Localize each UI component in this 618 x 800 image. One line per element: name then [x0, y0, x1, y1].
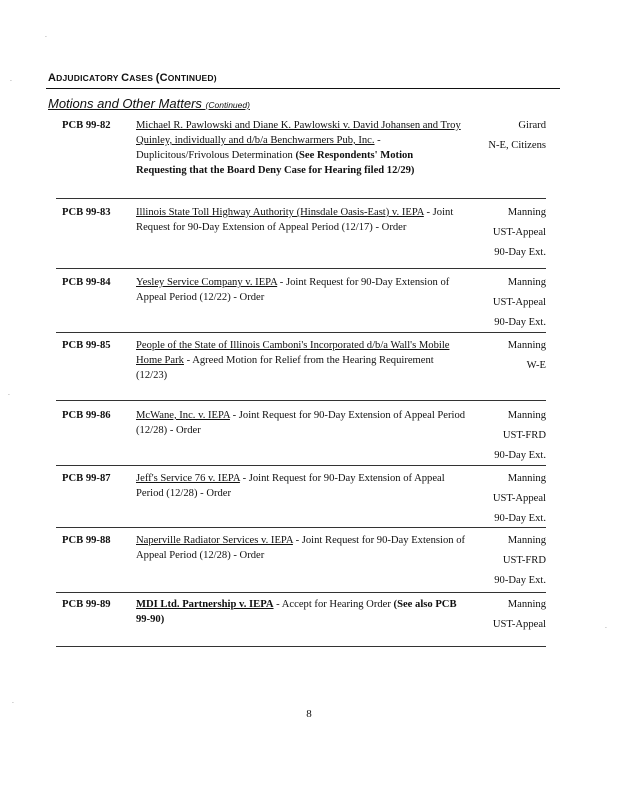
case-title: Naperville Radiator Services v. IEPA	[136, 535, 293, 546]
case-type: UST-Appeal	[492, 493, 546, 504]
subheader-text: Motions and Other Matters	[48, 96, 206, 111]
case-extension: 90-Day Ext.	[494, 247, 546, 258]
case-description	[136, 118, 466, 178]
case-extension: 90-Day Ext.	[494, 513, 546, 524]
case-type: UST-Appeal	[492, 619, 546, 630]
case-description	[136, 205, 466, 235]
case-board-member: Girard	[518, 120, 546, 131]
case-extension: 90-Day Ext.	[494, 450, 546, 461]
case-title: Michael R. Pawlowski and Diane K. Pawlowski v. David Johansen and Troy Quinley, individually and d/b/a Benchwarmers Pub, Inc.	[136, 120, 461, 146]
case-bold-note: (See also PCB 99-90)	[136, 599, 457, 625]
case-action: - Joint Request for 90-Day Extension of Appeal Period (12/28) - Order	[136, 535, 466, 561]
case-separator	[56, 527, 546, 528]
case-board-member: Manning	[507, 535, 546, 546]
case-action: - Joint Request for 90-Day Extension of Appeal Period (12/22) - Order	[136, 277, 450, 303]
case-title: Yesley Service Company v. IEPA	[136, 277, 278, 288]
case-number: PCB 99-86	[62, 410, 111, 421]
case-type: N-E, Citizens	[488, 140, 546, 151]
header-cont-open: (C	[155, 72, 168, 84]
case-title: Jeff's Service 76 v. IEPA	[136, 473, 240, 484]
case-separator	[56, 198, 546, 199]
case-number: PCB 99-84	[62, 277, 111, 288]
case-board-member: Manning	[507, 340, 546, 351]
case-bold-note: (See Respondents' Motion Requesting that the Board Deny Case for Hearing filed 12/29)	[136, 150, 415, 176]
case-type: W-E	[526, 360, 546, 371]
case-title: Illinois State Toll Highway Authority (Hinsdale Oasis-East) v. IEPA	[136, 207, 424, 218]
case-action: - Agreed Motion for Relief from the Hearing Requirement (12/23)	[136, 355, 434, 381]
case-separator	[56, 332, 546, 333]
case-description	[136, 275, 466, 305]
scan-speck: ·	[605, 625, 607, 632]
case-description	[136, 533, 466, 563]
scan-speck: ·	[8, 392, 10, 399]
section-subheader	[48, 96, 250, 111]
section-header	[48, 72, 558, 84]
case-separator	[56, 400, 546, 401]
header-word-1: DJUDICATORY	[56, 73, 122, 83]
case-board-member: Manning	[507, 207, 546, 218]
case-number: PCB 99-83	[62, 207, 111, 218]
case-board-member: Manning	[507, 277, 546, 288]
case-description	[136, 471, 466, 501]
case-side-info	[456, 338, 546, 376]
case-side-info	[456, 118, 546, 156]
case-type: UST-Appeal	[492, 227, 546, 238]
case-board-member: Manning	[507, 410, 546, 421]
case-description	[136, 408, 466, 438]
case-action: - Joint Request for 90-Day Extension of Appeal Period (12/28) - Order	[136, 473, 445, 499]
case-action: - Joint Request for 90-Day Extension of Appeal Period (12/28) - Order	[136, 410, 466, 436]
case-side-info	[456, 471, 546, 529]
case-number: PCB 99-87	[62, 473, 111, 484]
scan-speck: ·	[12, 700, 14, 707]
case-board-member: Manning	[507, 473, 546, 484]
case-description	[136, 597, 466, 627]
subheader-continued: (Continued)	[205, 100, 250, 110]
scan-speck: ·	[10, 78, 12, 85]
case-separator	[56, 465, 546, 466]
case-separator	[56, 592, 546, 593]
scan-speck: ·	[45, 34, 47, 41]
case-number: PCB 99-82	[62, 120, 111, 131]
case-side-info	[456, 597, 546, 635]
case-board-member: Manning	[507, 599, 546, 610]
header-cont-rest: ONTINUED)	[167, 73, 217, 83]
case-number: PCB 99-85	[62, 340, 111, 351]
case-type: UST-FRD	[502, 430, 546, 441]
case-action: - Duplicitous/Frivolous Determination	[136, 135, 381, 161]
case-extension: 90-Day Ext.	[494, 317, 546, 328]
case-action: - Accept for Hearing Order	[273, 599, 394, 610]
case-action: - Joint Request for 90-Day Extension of Appeal Period (12/17) - Order	[136, 207, 454, 233]
header-letter-c: C	[121, 72, 130, 84]
case-extension: 90-Day Ext.	[494, 575, 546, 586]
case-title: McWane, Inc. v. IEPA	[136, 410, 230, 421]
case-side-info	[456, 533, 546, 591]
case-title: MDI Ltd. Partnership v. IEPA	[136, 599, 274, 610]
case-separator	[56, 646, 546, 647]
page-number: 8	[306, 708, 312, 720]
case-number: PCB 99-88	[62, 535, 111, 546]
case-title: People of the State of Illinois Camboni's Incorporated d/b/a Wall's Mobile Home Park	[136, 340, 450, 366]
case-description	[136, 338, 466, 383]
header-word-2: ASES	[129, 73, 156, 83]
case-side-info	[456, 275, 546, 333]
case-number: PCB 99-89	[62, 599, 111, 610]
header-rule	[46, 88, 560, 89]
case-type: UST-Appeal	[492, 297, 546, 308]
case-side-info	[456, 408, 546, 466]
case-separator	[56, 268, 546, 269]
case-side-info	[456, 205, 546, 263]
header-letter-a: A	[48, 72, 57, 84]
case-type: UST-FRD	[502, 555, 546, 566]
